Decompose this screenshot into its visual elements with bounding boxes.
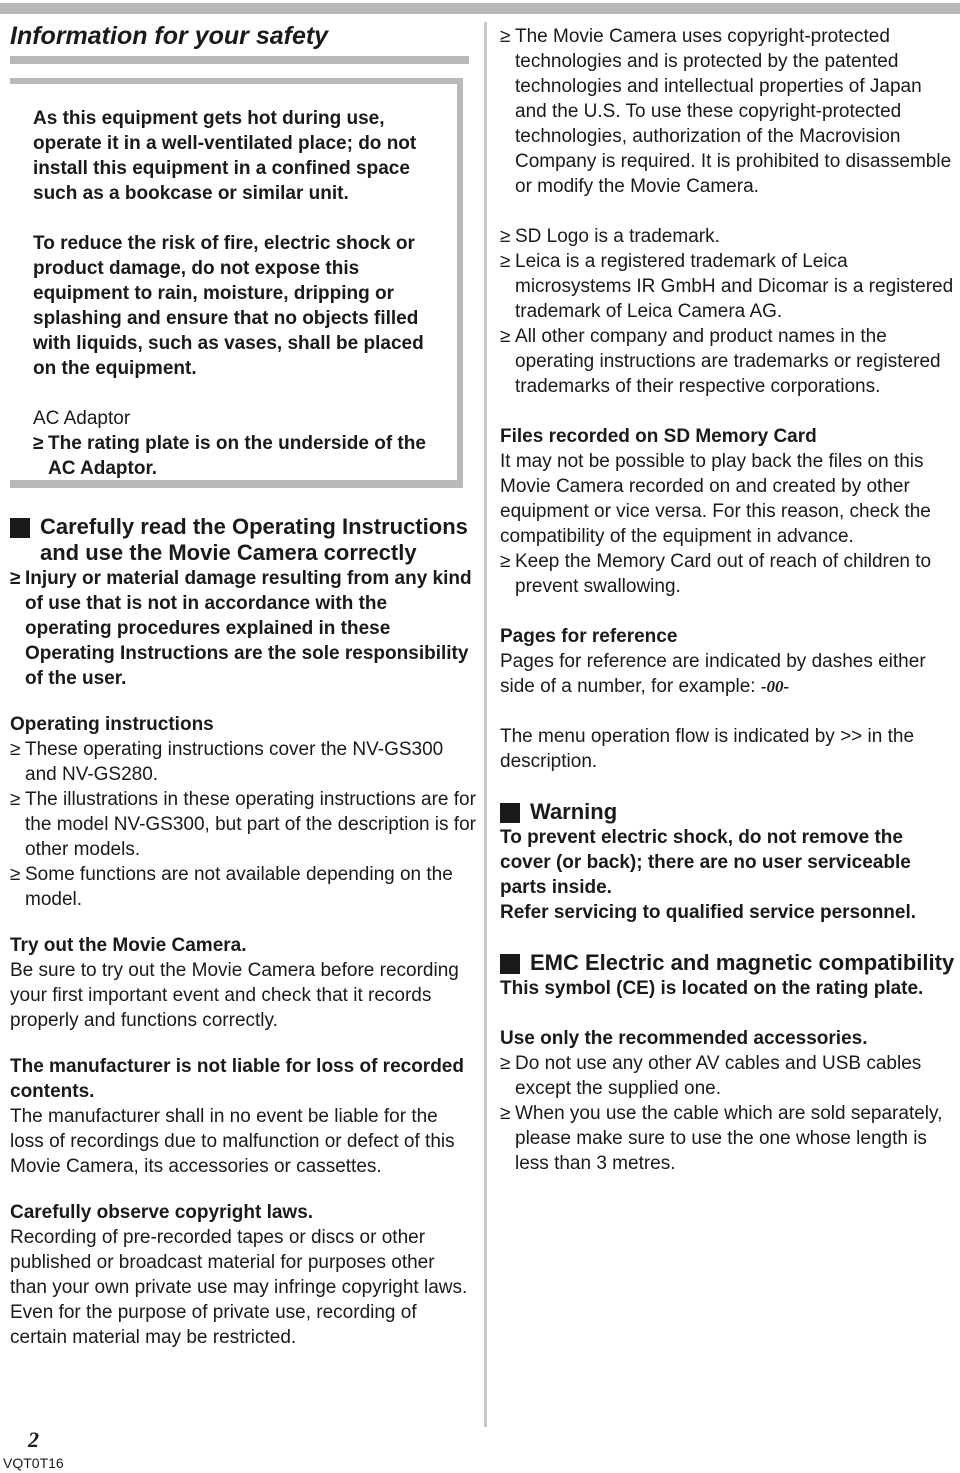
bullet-icon: ≥ [10, 739, 21, 760]
read-instructions-heading: Carefully read the Operating Instructions and use the Movie Camera correctly [10, 514, 476, 566]
warning-text: To prevent electric shock, do not remove the cover (or back); there are no user serviceable parts inside. [500, 827, 911, 898]
bullet-icon: ≥ [500, 1103, 511, 1124]
page-number: 2 [28, 1427, 39, 1452]
bullet-icon: ≥ [500, 551, 511, 572]
safety-warning-box [10, 78, 463, 488]
square-marker-icon [10, 518, 30, 538]
warning-heading: Warning [500, 799, 958, 825]
macrovision-item: ≥ The Movie Camera uses copyright-protected technologies and is protected by the patented technologies and intellectual properties of Japan and the U.S. To use these copyright-protected technologies, authorization of the Macrovision Company is required. It is prohibited to disassemble or modify the Movie Camera. [500, 26, 952, 197]
square-marker-icon [500, 803, 520, 823]
pages-heading: Pages for reference [500, 626, 678, 647]
menu-flow-text: The menu operation flow is indicated by >> in the description. [500, 726, 915, 772]
bullet-icon: ≥ [500, 1053, 511, 1074]
list-item: ≥ These operating instructions cover the NV-GS300 and NV-GS280. [10, 739, 444, 785]
copyright-heading: Carefully observe copyright laws. [10, 1202, 314, 1223]
tryout-text: Be sure to try out the Movie Camera before recording your first important event and check that it records properly and functions correctly. [10, 960, 459, 1031]
list-item: ≥ Some functions are not available depending on the model. [10, 864, 453, 910]
top-rule [0, 3, 960, 14]
ce-symbol-text: This symbol (CE) is located on the rating plate. [500, 978, 924, 999]
bullet-icon: ≥ [500, 26, 511, 47]
liability-heading: The manufacturer is not liable for loss of recorded contents. [10, 1056, 464, 1102]
responsibility-item: ≥ Injury or material damage resulting from any kind of use that is not in accordance with the operating procedures explained in these Operating Instructions are the sole responsibility of the user. [10, 568, 472, 689]
page-reference-sample: -00- [760, 677, 790, 696]
title-rule [10, 56, 469, 64]
left-column [10, 514, 476, 1350]
bullet-icon: ≥ [33, 433, 44, 454]
bullet-icon: ≥ [500, 251, 511, 272]
tryout-heading: Try out the Movie Camera. [10, 935, 247, 956]
list-item: ≥ The illustrations in these operating instructions are for the model NV-GS300, but part of the description is for other models. [10, 789, 476, 860]
bullet-icon: ≥ [10, 789, 21, 810]
liability-text: The manufacturer shall in no event be liable for the loss of recordings due to malfunction or defect of this Movie Camera, its accessories or cassettes. [10, 1106, 455, 1177]
list-item: ≥ SD Logo is a trademark. [500, 226, 720, 247]
document-code: VQT0T16 [3, 1455, 64, 1471]
list-item: ≥ Do not use any other AV cables and USB cables except the supplied one. [500, 1053, 922, 1099]
column-divider [484, 22, 487, 1427]
square-marker-icon [500, 954, 520, 974]
list-item: ≥ All other company and product names in the operating instructions are trademarks or registered trademarks of their respective corporations. [500, 326, 941, 397]
ac-adaptor-heading: AC Adaptor [33, 408, 131, 429]
bullet-icon: ≥ [10, 568, 21, 589]
copyright-text: Recording of pre-recorded tapes or discs or other published or broadcast material for purposes other than your own private use may infringe copyright laws. Even for the purpose of private use, recording of certain material may be restricted. [10, 1227, 468, 1348]
pages-text: Pages for reference are indicated by dashes either side of a number, for example: -00- [500, 651, 926, 697]
servicing-text: Refer servicing to qualified service personnel. [500, 902, 917, 923]
heat-warning: As this equipment gets hot during use, operate it in a well-ventilated place; do not install this equipment in a confined space such as a bookcase or similar unit. [33, 108, 417, 204]
operating-heading: Operating instructions [10, 714, 214, 735]
emc-heading: EMC Electric and magnetic compatibility [500, 950, 958, 976]
sd-heading: Files recorded on SD Memory Card [500, 426, 817, 447]
accessories-heading: Use only the recommended accessories. [500, 1028, 868, 1049]
bullet-icon: ≥ [500, 326, 511, 347]
list-item: ≥ Leica is a registered trademark of Leica microsystems IR GmbH and Dicomar is a registered trademark of Leica Camera AG. [500, 251, 954, 322]
list-item: ≥ Keep the Memory Card out of reach of children to prevent swallowing. [500, 551, 932, 597]
sd-text: It may not be possible to play back the files on this Movie Camera recorded on and created by other equipment or vice versa. For this reason, check the compatibility of the equipment in advance. [500, 451, 931, 547]
ac-adaptor-item: ≥ The rating plate is on the underside of the AC Adaptor. [33, 433, 426, 479]
bullet-icon: ≥ [10, 864, 21, 885]
list-item: ≥ When you use the cable which are sold separately, please make sure to use the one whose length is less than 3 metres. [500, 1103, 943, 1174]
right-column [500, 24, 958, 1176]
bullet-icon: ≥ [500, 226, 511, 247]
page-title: Information for your safety [10, 22, 329, 50]
fire-warning: To reduce the risk of fire, electric shock or product damage, do not expose this equipment to rain, moisture, dripping or splashing and ensure that no objects filled with liquids, such as vases, shall be placed on the equipment. [33, 233, 424, 379]
